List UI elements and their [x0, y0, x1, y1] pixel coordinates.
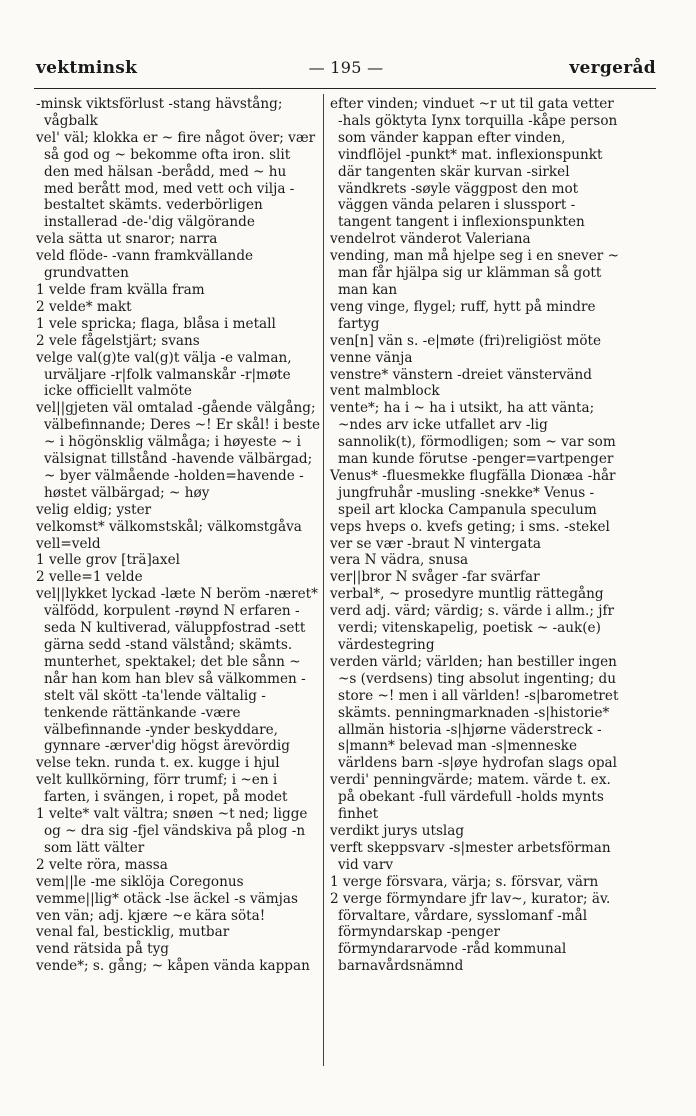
entry: vel||lykket lyckad -læte N beröm -næret* välfödd, korpulent -røynd N erfaren -seda N kultiverad, väluppfostrad -sett gärna sedd -stand välstånd; skämts. munterhet, spektakel; det ble sånn ~ når han kom han blev så välkommen -stelt väl skött -ta'lende vältalig -tenkende rättänkande -være välbefinnande -ynder beskyddare, gynnare -ærver'dig högst ärevördig: [36, 586, 318, 755]
entry: -minsk viktsförlust -stang hävstång; vågbalk: [36, 96, 283, 129]
entry: velig eldig; yster: [36, 501, 152, 518]
page-number: — 195 —: [308, 58, 384, 77]
entry: venne vänja: [330, 349, 413, 366]
entry: vent malmblock: [330, 383, 440, 400]
entry: verden värld; världen; han bestiller ingen ~s (verdsens) ting absolut ingenting; du store ~! men i all världen! -s|barometret skämts. penningmarknaden -s|historie* allmän historia -s|hjørne väderstreck -s|mann* belevad man -s|menneske världens barn -s|øye hydrofan slags opal: [330, 653, 619, 772]
header-guide-word-right: vergeråd: [569, 58, 656, 78]
header-guide-word-left: vektminsk: [36, 58, 138, 78]
entry: 2 velte röra, massa: [36, 856, 168, 873]
column-divider: [323, 94, 324, 1066]
page-header: [36, 58, 656, 86]
entry: vem||le -me siklöja Coregonus: [36, 873, 244, 890]
entry: vend rätsida på tyg: [36, 941, 169, 958]
entry: venstre* vänstern -dreiet vänstervänd: [330, 366, 592, 383]
entry: 1 velle grov [trä]axel: [36, 552, 180, 569]
entry: veld flöde- -vann framkvällande grundvatten: [36, 248, 254, 282]
header-rule: [34, 88, 656, 89]
entry: vemme||lig* otäck -lse äckel -s vämjas: [36, 890, 298, 907]
entry: 2 vele fågelstjärt; svans: [36, 332, 200, 349]
entry: vente*; ha i ~ ha i utsikt, ha att vänta; ~ndes arv icke utfallet arv -lig sannolik(t), förmodligen; som ~ var som man kunde förutse -penger=vartpenger: [330, 400, 616, 468]
entry: ven vän; adj. kjære ~e kära söta!: [36, 907, 266, 924]
entry: verbal*, ~ prosedyre muntlig rättegång: [330, 586, 604, 603]
entry: Venus* -fluesmekke flugfälla Dionæa -hår jungfruhår -musling -snekke* Venus -speil art klocka Campanula speculum: [330, 467, 616, 518]
entry: vending, man må hjelpe seg i en snever ~ man får hjälpa sig ur klämman så gott man kan: [330, 248, 619, 298]
entry: vendelrot vänderot Valeriana: [330, 231, 531, 248]
entry: vel' väl; klokka er ~ fire något över; vær så god og ~ bekomme ofta iron. slit den med hälsan -berådd, med ~ hu med berått mod, med vett och vilja -bestaltet skämts. vederbörligen installerad -de-'dig välgörande: [36, 129, 316, 231]
entry: 2 velde* makt: [36, 298, 132, 315]
entry: 1 verge försvara, värja; s. försvar, värn: [330, 873, 599, 890]
entry: 2 verge förmyndare jfr lav~, kurator; äv. förvaltare, vårdare, sysslomanf -mål förmyndarskap -penger förmyndararvode -råd kommunal barnavårdsnämnd: [330, 890, 611, 975]
entry: vel||gjeten väl omtalad -gående välgång; välbefinnande; Deres ~! Er skål! i beste ~ i högönsklig välmåga; i høyeste ~ i välsignat tillstånd -havende välbärgad; ~ byer välmående -holden=havende -høstet välbärgad; ~ høy: [36, 400, 321, 501]
entry: verft skeppsvarv -s|mester arbetsförman vid varv: [330, 839, 611, 873]
entry: 2 velle=1 velde: [36, 569, 143, 586]
entry: velse tekn. runda t. ex. kugge i hjul: [36, 755, 280, 772]
entry: velge val(g)te val(g)t välja -e valman, urväljare -r|folk valmanskår -r|møte icke officiellt valmöte: [36, 349, 292, 400]
entry: ver se vær -braut N vintergata: [330, 535, 541, 552]
entry: velt kullkörning, förr trumf; i ~en i farten, i svängen, i ropet, på modet: [36, 772, 288, 806]
entry: vende*; s. gång; ~ kåpen vända kappan: [36, 958, 310, 975]
entry: 1 velde fram kvälla fram: [36, 281, 205, 298]
entry: venal fal, besticklig, mutbar: [36, 924, 230, 941]
entry: velkomst* välkomstskål; välkomstgåva: [36, 518, 302, 535]
left-column: [36, 96, 320, 975]
right-column: [330, 96, 622, 975]
entry: efter vinden; vinduet ~r ut til gata vetter -hals göktyta Iynx torquilla -kåpe person som vänder kappan efter vinden, vindflöjel -punkt* mat. inflexionspunkt där tangenten skär kurvan -sirkel vändkrets -søyle väggpost den mot väggen vända pelaren i slussport -tangent tangent i inflexionspunkten: [330, 96, 618, 231]
entry: ver||bror N svåger -far svärfar: [330, 569, 540, 586]
entry: verd adj. värd; värdig; s. värde i allm.; jfr verdi; vitenskapelig, poetisk ~ -auk(e) värdestegring: [330, 603, 615, 653]
entry: veng vinge, flygel; ruff, hytt på mindre fartyg: [330, 298, 596, 332]
entry: ven[n] vän s. -e|møte (fri)religiöst möte: [330, 332, 602, 349]
entry: 1 vele spricka; flaga, blåsa i metall: [36, 315, 276, 332]
entry: veps hveps o. kvefs geting; i sms. -stekel: [330, 518, 610, 535]
entry: verdi' penningvärde; matem. värde t. ex. på obekant -full värdefull -holds mynts finhet: [330, 772, 611, 823]
entry: vera N vädra, snusa: [330, 552, 469, 569]
entry: verdikt jurys utslag: [330, 822, 465, 839]
entry: vela sätta ut snaror; narra: [36, 231, 218, 248]
entry: vell=veld: [36, 535, 101, 552]
entry: 1 velte* valt vältra; snøen ~t ned; ligge og ~ dra sig -fjel vändskiva på plog -n som lätt välter: [36, 806, 308, 856]
